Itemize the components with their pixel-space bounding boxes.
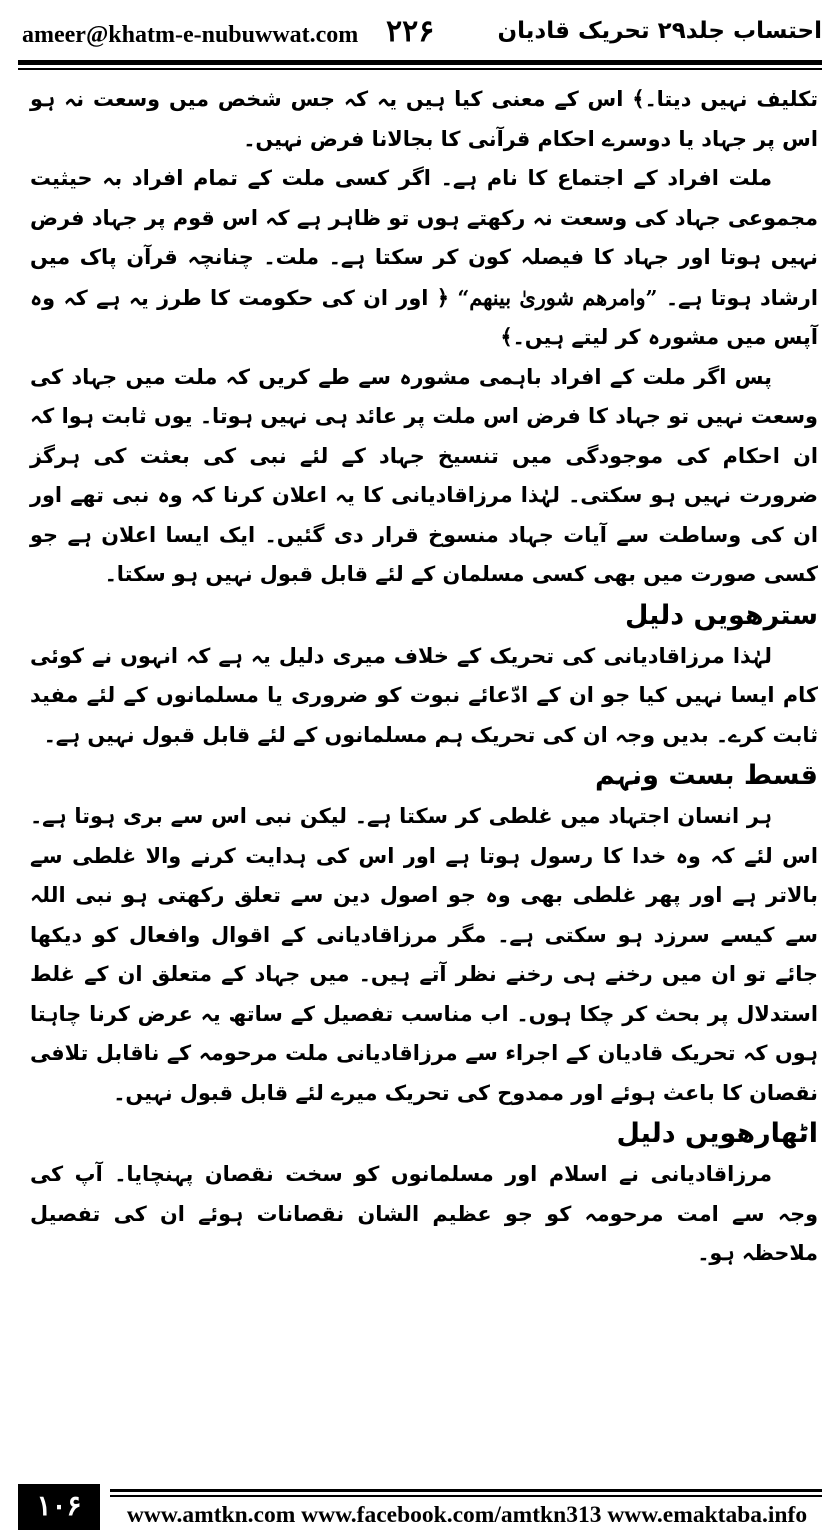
main-text	[30, 80, 818, 1274]
footer-links: www.amtkn.com www.facebook.com/amtkn313 www.emaktaba.info	[126, 1502, 808, 1528]
section-heading: سترھویں دلیل	[625, 599, 818, 631]
section-heading: قسط بست ونہم	[595, 760, 818, 791]
paragraph: پس اگر ملت کے افراد باہمی مشورہ سے طے کریں کہ ملت میں جہاد کی وسعت نہیں تو جہاد کا فرض اس ملت پر عائد ہی نہیں ہوتا۔ یوں ثابت ہوا کہ ان احکام کی موجودگی میں تنسیخ جہاد کے لئے نبی کی بعثت کی ہرگز ضرورت نہیں ہو سکتی۔ لہٰذا مرزاقادیانی کا یہ اعلان کرنا کہ وہ نبی تھے اور ان کی وساطت سے آیات جہاد منسوخ قرار دی گئیں۔ ایک ایسا اعلان ہے جو کسی صورت میں بھی کسی مسلمان کے لئے قابل قبول نہیں ہو سکتا۔	[30, 364, 818, 586]
footer-rule-thin	[110, 1495, 822, 1497]
footer-page-number: ۱۰۶	[18, 1484, 100, 1530]
header-email: ameer@khatm-e-nubuwwat.com	[22, 22, 359, 48]
paragraph: مرزاقادیانی نے اسلام اور مسلمانوں کو سخت نقصان پہنچایا۔ آپ کی وجہ سے امت مرحومہ کو جو عظیم الشان نقصانات ہوئے ان کی تفصیل ملاحظہ ہو۔	[30, 1162, 818, 1265]
paragraph-text: ﴿ اور ان کی حکومت کا طرز یہ ہے کہ وہ آپس میں مشورہ کر لیتے ہیں۔﴾	[30, 285, 818, 349]
header-rule-thin	[18, 68, 822, 70]
page-header	[18, 14, 822, 54]
section-heading: اٹھارھویں دلیل	[616, 1118, 818, 1149]
paragraph: ہر انسان اجتہاد میں غلطی کر سکتا ہے۔ لیکن نبی اس سے بری ہوتا ہے۔ اس لئے کہ وہ خدا کا رسول ہوتا ہے اور اس کی ہدایت کرنے والا غلطی سے بالاتر ہے اور پھر غلطی بھی وہ جو اصول دین سے تعلق رکھتی ہو نبی اللہ سے کیسے سرزد ہو سکتی ہے۔ مگر مرزاقادیانی کے اقوال وافعال کو دیکھا جائے تو ان میں رخنے ہی رخنے نظر آتے ہیں۔ میں جہاد کے متعلق ان کے غلط استدلال پر بحث کر چکا ہوں۔ اب مناسب تفصیل کے ساتھ یہ عرض کرنا چاہتا ہوں کہ تحریک قادیان کے اجراء سے مرزاقادیانی ملت مرحومہ کے ناقابل تلافی نقصان کا باعث ہوئے اور ممدوح کی تحریک میرے لئے قابل قبول نہیں۔	[30, 804, 818, 1105]
header-rule-thick	[18, 60, 822, 65]
paragraph	[30, 159, 818, 358]
quran-quote: ”وامرھم شوریٰ بینھم“	[457, 284, 658, 310]
header-page-number: ۲۲۶	[386, 14, 435, 49]
paragraph: تکلیف نہیں دیتا۔﴾ اس کے معنی کیا ہیں یہ کہ جس شخص میں وسعت نہ ہو اس پر جہاد یا دوسرے احکام قرآنی کا بجالانا فرض نہیں۔	[30, 87, 818, 151]
paragraph-text: ملت افراد کے اجتماع کا نام ہے۔ اگر کسی ملت کے تمام افراد بہ حیثیت مجموعی جہاد کی وسعت نہ رکھتے ہوں تو ظاہر ہے کہ اس قوم پر جہاد فرض نہیں ہوتا اور جہاد کا فیصلہ کون کر سکتا ہے۔ ملت۔ چنانچہ قرآن پاک میں ارشاد ہوتا ہے۔	[30, 166, 818, 310]
header-book-title: احتساب جلد۲۹ تحریک قادیان	[497, 18, 822, 44]
paragraph: لہٰذا مرزاقادیانی کی تحریک کے خلاف میری دلیل یہ ہے کہ انہوں نے کوئی کام ایسا نہیں کیا جو ان کے ادّعائے نبوت کو ضروری یا مسلمانوں کے لئے مفید ثابت کرے۔ بدیں وجہ ان کی تحریک ہم مسلمانوں کے لئے قابل قبول نہیں ہے۔	[30, 643, 818, 747]
footer-rule-thick	[110, 1489, 822, 1492]
